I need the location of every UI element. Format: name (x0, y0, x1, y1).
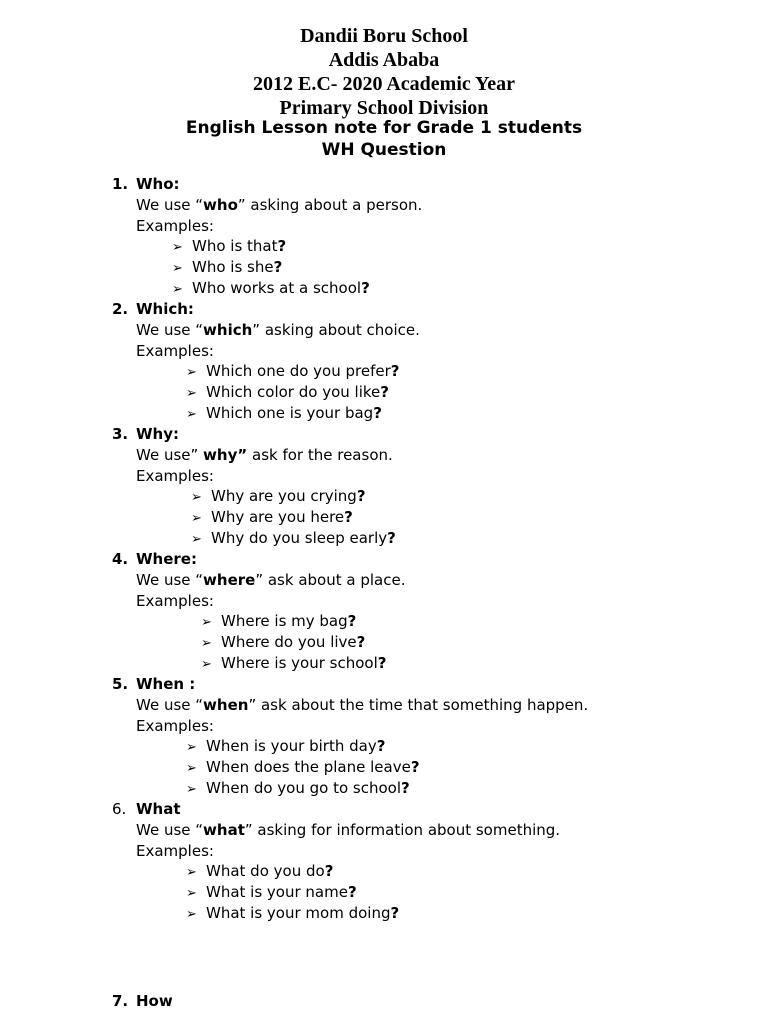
description-keyword: which (203, 320, 253, 339)
example-item (186, 757, 420, 779)
example-text: Where is my bag (221, 612, 348, 631)
arrow-bullet-icon: ➢ (172, 261, 183, 277)
arrow-bullet-icon: ➢ (186, 365, 197, 381)
section-title: Where: (136, 550, 197, 568)
question-mark: ? (277, 237, 287, 256)
question-mark: ? (390, 904, 400, 922)
example-item (201, 611, 356, 633)
example-text: When is your birth day (206, 737, 377, 756)
example-item (191, 528, 396, 550)
example-item (186, 361, 399, 383)
arrow-bullet-icon: ➢ (191, 490, 202, 506)
example-text: Which color do you like (206, 383, 381, 402)
description-prefix: We use” (136, 445, 204, 464)
question-mark: ? (356, 633, 366, 652)
section-number: 3. (112, 425, 129, 443)
question-mark: ? (373, 404, 382, 422)
section-description (136, 445, 393, 465)
example-item (186, 861, 333, 883)
arrow-bullet-icon: ➢ (201, 615, 212, 631)
section-description (136, 570, 405, 590)
arrow-bullet-icon: ➢ (172, 240, 183, 256)
section-number: 4. (112, 550, 129, 568)
description-keyword: why” (203, 445, 248, 464)
examples-label: Examples: (136, 591, 214, 610)
example-text: Who is that (192, 237, 278, 256)
example-item (186, 778, 410, 800)
description-suffix: ” ask about the time that something happen. (248, 695, 589, 714)
example-item (186, 882, 357, 904)
example-text: Where is your school (221, 654, 378, 672)
question-mark: ? (390, 362, 400, 381)
example-text: What is your name (206, 883, 348, 902)
section-number: 7. (112, 992, 129, 1010)
description-keyword: where (203, 570, 256, 589)
example-text: When does the plane leave (206, 758, 411, 777)
section-heading-5 (112, 674, 195, 694)
question-mark: ? (387, 529, 396, 547)
arrow-bullet-icon: ➢ (186, 782, 197, 797)
arrow-bullet-icon: ➢ (191, 532, 202, 547)
description-prefix: We use “ (136, 820, 204, 839)
question-mark: ? (347, 883, 357, 902)
question-mark: ? (380, 383, 389, 402)
description-suffix: ” asking for information about something. (244, 820, 561, 839)
examples-label: Examples: (136, 466, 214, 485)
example-text: Who works at a school (192, 279, 362, 297)
question-mark: ? (410, 758, 420, 777)
example-text: What do you do (206, 862, 325, 881)
arrow-bullet-icon: ➢ (186, 907, 197, 922)
example-item (172, 278, 370, 300)
examples-label: Examples: (136, 716, 214, 735)
section-heading-4 (112, 549, 197, 569)
example-text: Who is she (192, 258, 274, 277)
example-text: Why are you crying (211, 487, 357, 506)
question-mark: ? (361, 279, 370, 297)
example-item (186, 736, 385, 758)
arrow-bullet-icon: ➢ (186, 865, 197, 881)
description-keyword: what (203, 820, 245, 839)
section-title: Why: (136, 425, 180, 443)
arrow-bullet-icon: ➢ (172, 282, 183, 297)
section-number: 5. (112, 675, 129, 693)
description-keyword: who (203, 195, 238, 214)
example-item (186, 382, 389, 404)
example-text: Why do you sleep early (211, 529, 388, 547)
section-description (136, 320, 420, 340)
section-number: 1. (112, 175, 129, 193)
arrow-bullet-icon: ➢ (201, 657, 212, 672)
section-number: 2. (112, 300, 129, 318)
example-item (201, 653, 386, 675)
description-suffix: ” asking about choice. (252, 320, 420, 339)
topic-title: WH Question (321, 140, 447, 160)
example-item (191, 507, 353, 529)
section-heading-2 (112, 299, 194, 319)
section-title: Who: (136, 175, 180, 193)
question-mark: ? (401, 779, 410, 797)
arrow-bullet-icon: ➢ (186, 886, 197, 902)
section-heading-6 (112, 799, 181, 819)
arrow-bullet-icon: ➢ (201, 636, 212, 652)
section-description (136, 820, 560, 840)
question-mark: ? (376, 737, 386, 756)
section-title: How (136, 992, 173, 1010)
section-title: When : (136, 675, 196, 693)
question-mark: ? (273, 258, 283, 277)
description-suffix: ” ask about a place. (255, 570, 406, 589)
example-text: When do you go to school (206, 779, 402, 797)
academic-year: 2012 E.C- 2020 Academic Year (253, 73, 515, 95)
section-description (136, 195, 422, 215)
example-item (191, 486, 366, 508)
example-text: Why are you here (211, 508, 345, 527)
arrow-bullet-icon: ➢ (191, 511, 202, 527)
description-prefix: We use “ (136, 570, 204, 589)
section-description (136, 695, 588, 715)
examples-label: Examples: (136, 216, 214, 235)
example-item (172, 236, 286, 258)
example-item (186, 403, 382, 425)
arrow-bullet-icon: ➢ (186, 386, 197, 402)
section-heading-1 (112, 174, 180, 194)
example-text: Which one do you prefer (206, 362, 391, 381)
description-suffix: ” asking about a person. (237, 195, 423, 214)
section-title: What (136, 800, 181, 818)
division: Primary School Division (279, 97, 489, 119)
section-number: 6. (112, 800, 127, 818)
examples-label: Examples: (136, 841, 214, 860)
description-suffix: ask for the reason. (247, 445, 393, 464)
example-item (172, 257, 282, 279)
description-prefix: We use “ (136, 320, 204, 339)
description-prefix: We use “ (136, 195, 204, 214)
section-heading-7 (112, 991, 173, 1011)
lesson-title: English Lesson note for Grade 1 students (185, 118, 583, 138)
section-heading-3 (112, 424, 179, 444)
description-prefix: We use “ (136, 695, 204, 714)
example-text: What is your mom doing (206, 904, 391, 922)
example-item (186, 903, 399, 925)
question-mark: ? (377, 654, 387, 672)
question-mark: ? (344, 508, 353, 527)
arrow-bullet-icon: ➢ (186, 407, 197, 422)
section-title: Which: (136, 300, 194, 318)
question-mark: ? (324, 862, 334, 881)
example-text: Which one is your bag (206, 404, 374, 422)
question-mark: ? (347, 612, 357, 631)
school-name: Dandii Boru School (300, 25, 468, 47)
question-mark: ? (356, 487, 366, 506)
example-text: Where do you live (221, 633, 357, 652)
examples-label: Examples: (136, 341, 214, 360)
description-keyword: when (203, 695, 249, 714)
city-name: Addis Ababa (328, 49, 440, 71)
example-item (201, 632, 365, 654)
arrow-bullet-icon: ➢ (186, 761, 197, 777)
arrow-bullet-icon: ➢ (186, 740, 197, 756)
